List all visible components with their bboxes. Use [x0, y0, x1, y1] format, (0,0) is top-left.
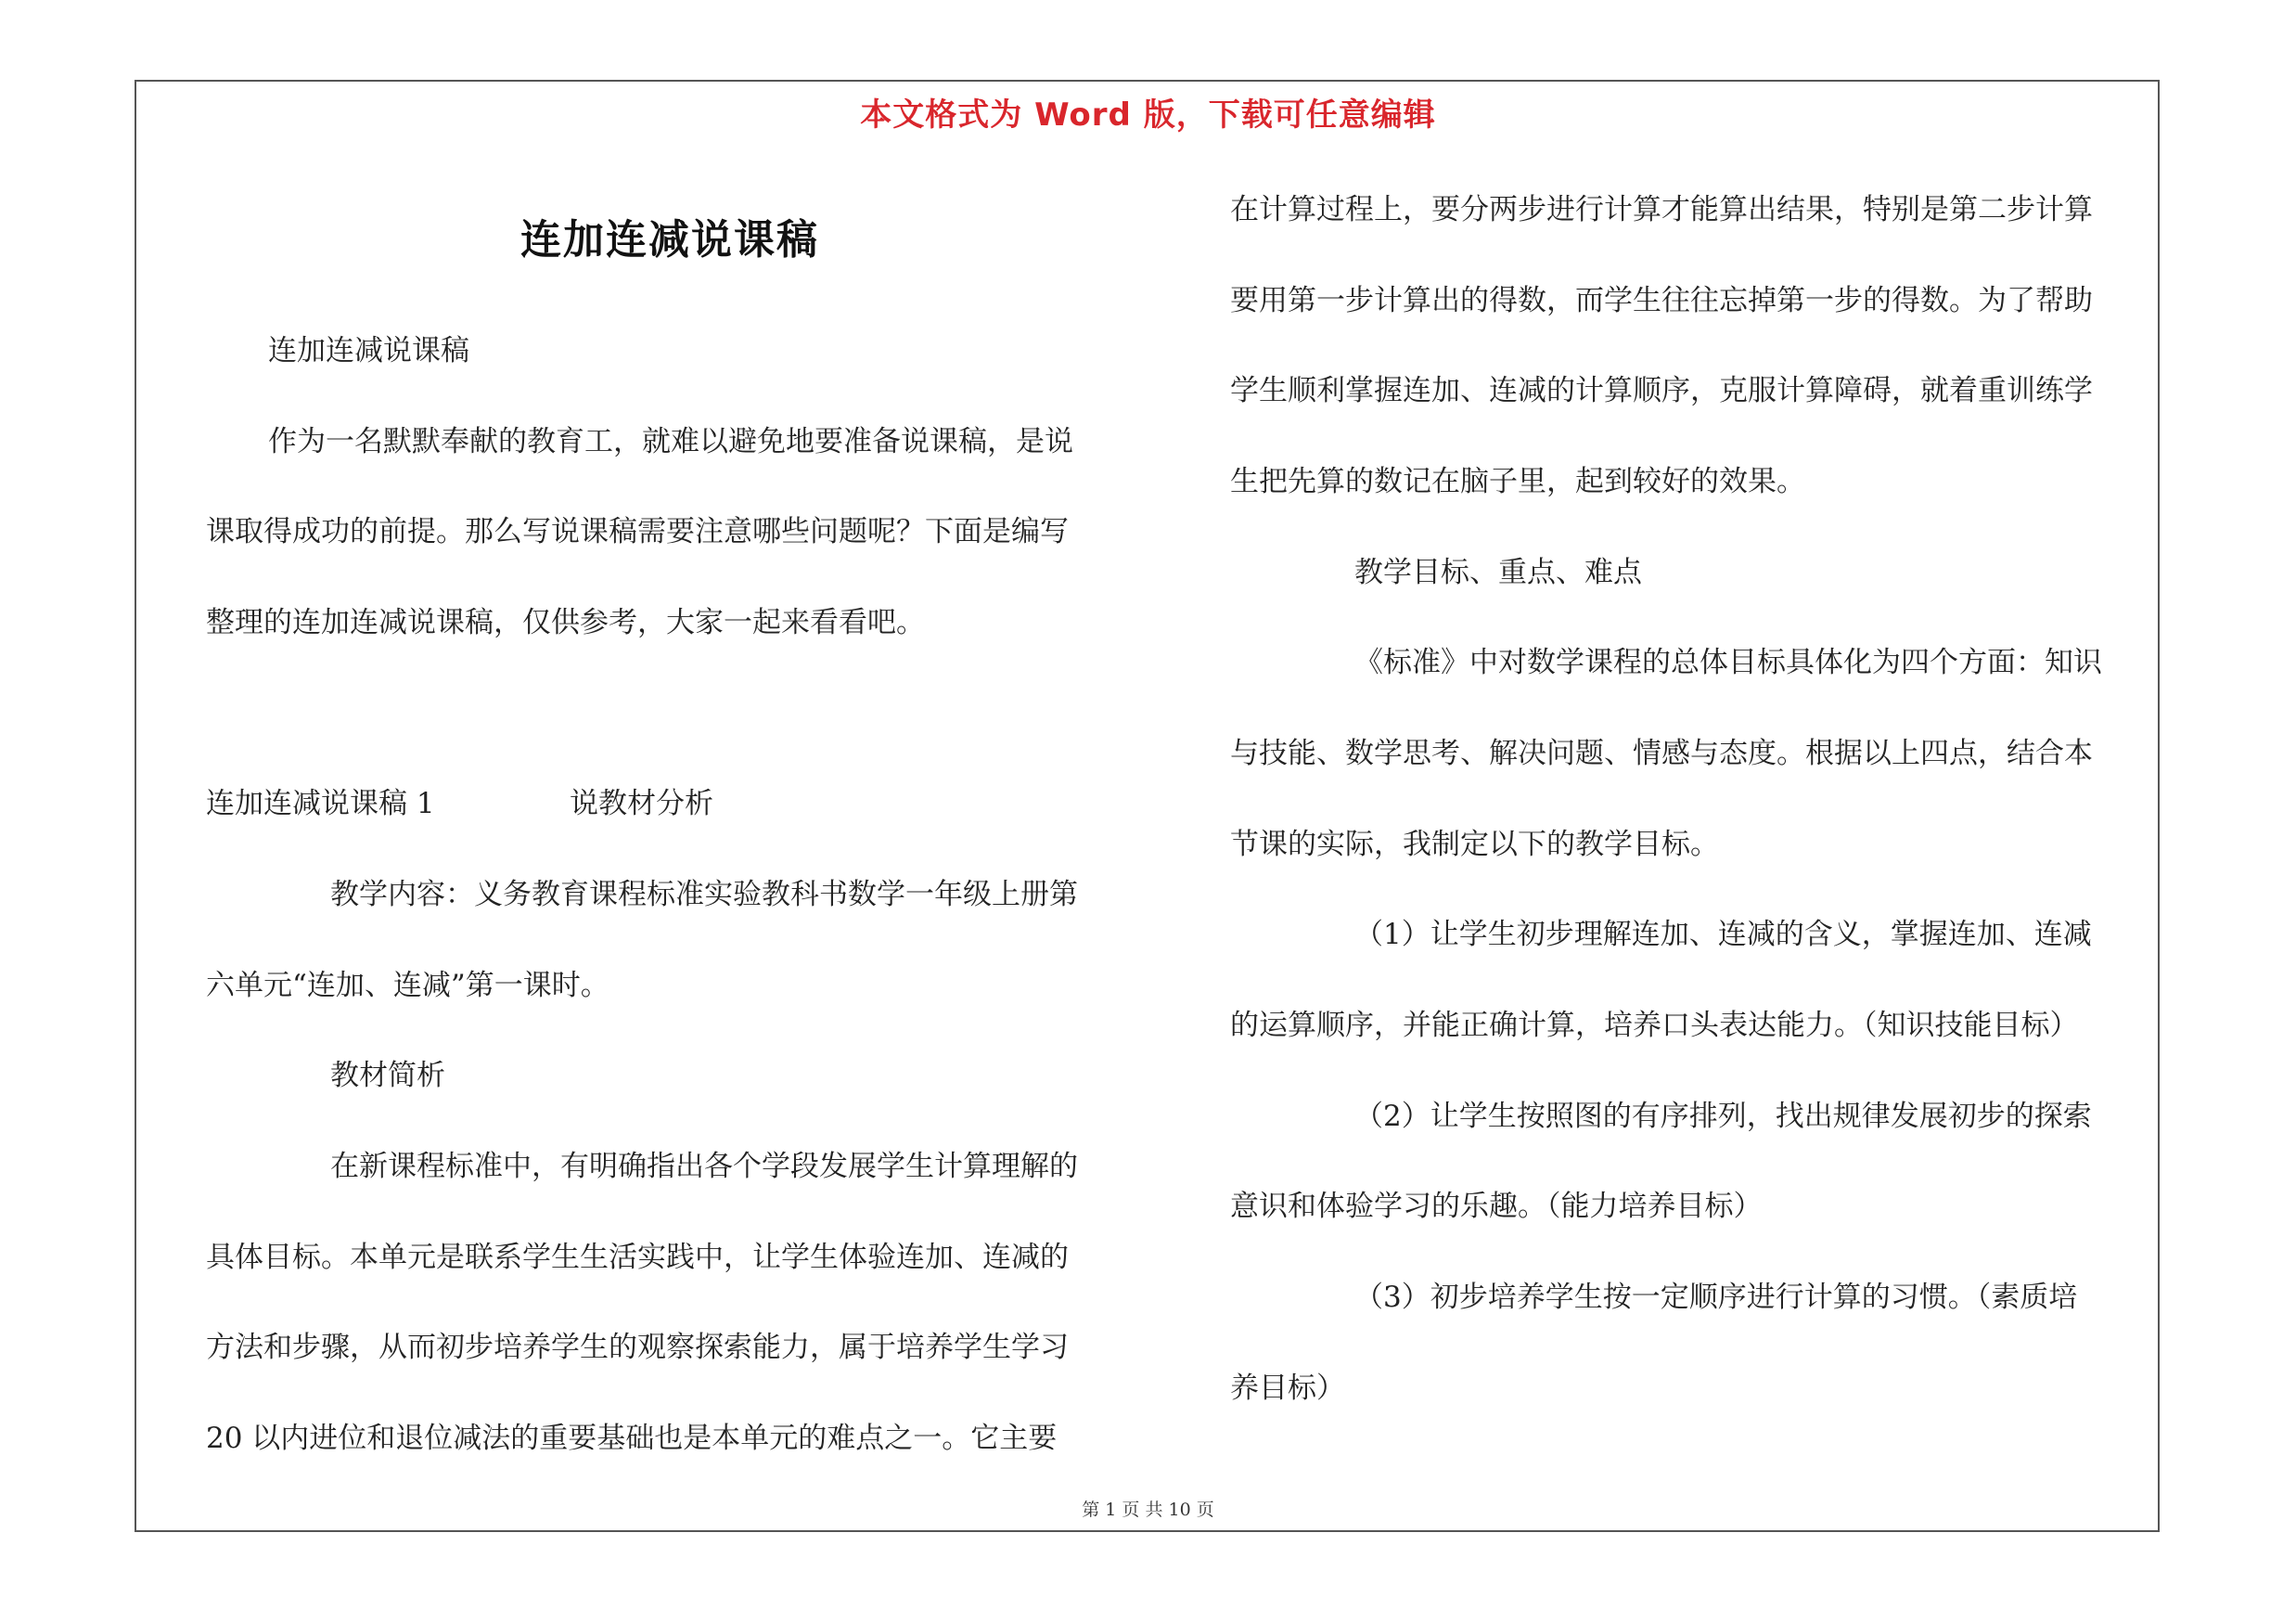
- left-line-13: 20 以内进位和退位减法的重要基础也是本单元的难点之一。它主要: [206, 1422, 1058, 1455]
- right-line-10: 的运算顺序，并能正确计算，培养口头表达能力。（知识技能目标）: [1230, 1009, 2079, 1042]
- left-line-2: 作为一名默默奉献的教育工，就难以避免地要准备说课稿，是说: [268, 425, 1073, 458]
- right-line-1: 在计算过程上，要分两步进行计算才能算出结果，特别是第二步计算: [1230, 193, 2093, 226]
- left-line-4: 整理的连加连减说课稿，仅供参考，大家一起来看看吧。: [206, 606, 925, 639]
- left-line-1: 连加连减说课稿: [268, 334, 469, 367]
- right-line-3: 学生顺利掌握连加、连减的计算顺序，克服计算障碍，就着重训练学: [1230, 374, 2093, 407]
- right-line-14: 养目标）: [1230, 1372, 1345, 1405]
- page-number-footer: 第 1 页 共 10 页: [1082, 1500, 1214, 1520]
- right-line-6: 《标准》中对数学课程的总体目标具体化为四个方面：知识: [1354, 646, 2102, 679]
- left-line-5: 连加连减说课稿 1: [206, 787, 435, 820]
- right-line-5: 教学目标、重点、难点: [1354, 556, 1642, 589]
- right-line-12: 意识和体验学习的乐趣。（能力培养目标）: [1230, 1190, 1763, 1223]
- right-line-8: 节课的实际，我制定以下的教学目标。: [1230, 828, 1719, 861]
- right-line-9: （1）让学生初步理解连加、连减的含义，掌握连加、连减: [1354, 918, 2092, 951]
- format-banner: 本文格式为 Word 版，下载可任意编辑: [860, 97, 1436, 134]
- left-line-10: 在新课程标准中，有明确指出各个学段发展学生计算理解的: [330, 1150, 1078, 1183]
- left-line-12: 方法和步骤，从而初步培养学生的观察探索能力，属于培养学生学习: [206, 1331, 1069, 1364]
- left-line-3: 课取得成功的前提。那么写说课稿需要注意哪些问题呢？下面是编写: [206, 515, 1069, 548]
- left-line-11: 具体目标。本单元是联系学生生活实践中，让学生体验连加、连减的: [206, 1241, 1069, 1274]
- right-line-13: （3）初步培养学生按一定顺序进行计算的习惯。（素质培: [1354, 1281, 2078, 1314]
- right-line-2: 要用第一步计算出的得数，而学生往往忘掉第一步的得数。为了帮助: [1230, 284, 2093, 317]
- document-title: 连加连减说课稿: [520, 216, 819, 264]
- left-line-8: 六单元“连加、连减”第一课时。: [206, 969, 609, 1002]
- left-line-7: 教学内容：义务教育课程标准实验教科书数学一年级上册第: [330, 878, 1078, 911]
- left-line-9: 教材简析: [330, 1059, 445, 1092]
- right-line-4: 生把先算的数记在脑子里，起到较好的效果。: [1230, 465, 1805, 498]
- left-line-6: 说教材分析: [570, 787, 713, 820]
- right-line-7: 与技能、数学思考、解决问题、情感与态度。根据以上四点，结合本: [1230, 737, 2093, 770]
- right-line-11: （2）让学生按照图的有序排列，找出规律发展初步的探索: [1354, 1100, 2092, 1133]
